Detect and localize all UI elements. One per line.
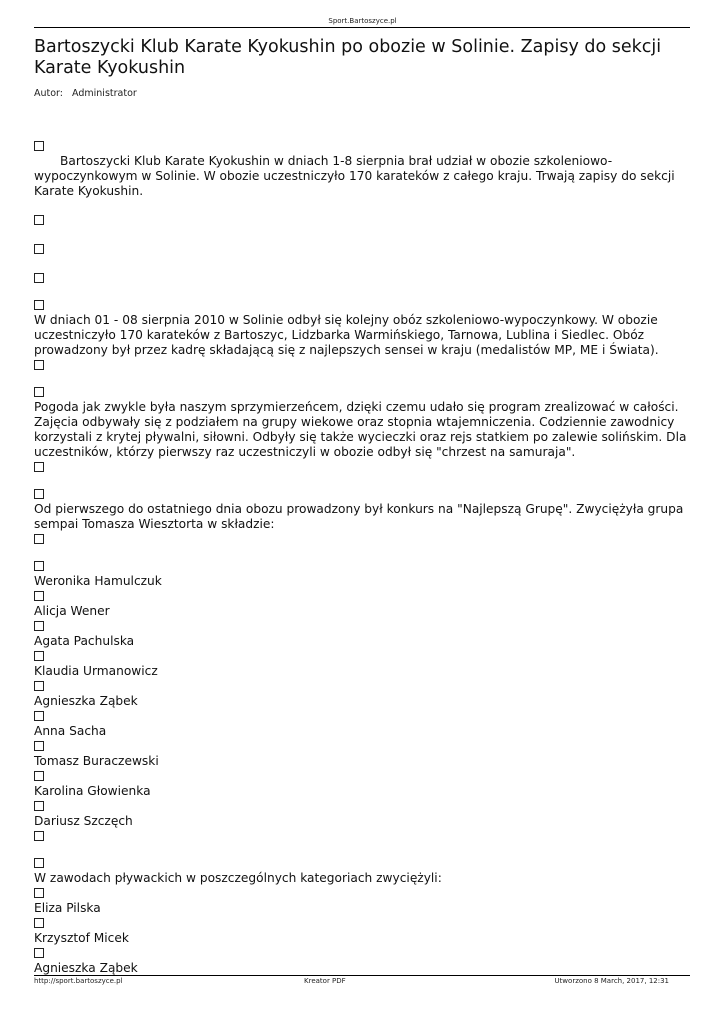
bottom-rule xyxy=(34,975,690,976)
list-item: Agnieszka Ząbek xyxy=(34,694,138,708)
article-title: Bartoszycki Klub Karate Kyokushin po obozie w Solinie. Zapisy do sekcji Karate Kyokushin xyxy=(34,37,662,78)
author-line xyxy=(34,88,137,99)
placeholder-box-icon xyxy=(34,360,44,370)
placeholder-box-icon xyxy=(34,801,44,811)
footer-created: Utworzono 8 March, 2017, 12:31 xyxy=(554,977,669,985)
article-body xyxy=(34,139,690,976)
author-label: Autor: xyxy=(34,88,63,99)
placeholder-box-icon xyxy=(34,244,44,254)
placeholder-box-icon xyxy=(34,831,44,841)
list-item: Eliza Pilska xyxy=(34,901,101,915)
placeholder-box-icon xyxy=(34,948,44,958)
placeholder-box-icon xyxy=(34,387,44,397)
lead-paragraph: Bartoszycki Klub Karate Kyokushin w dniach 1-8 sierpnia brał udział w obozie szkoleniowo-wypoczynkowym w Solinie. W obozie uczestniczyło 170 karateków z całego kraju. Trwają zapisy do sekcji Karate Kyokushin. xyxy=(34,154,675,198)
group-members-list xyxy=(34,561,690,841)
paragraph-swimming: W zawodach pływackich w poszczególnych kategoriach zwyciężyli: xyxy=(34,871,442,885)
top-rule xyxy=(34,27,690,28)
footer-url[interactable]: http://sport.bartoszyce.pl xyxy=(34,977,123,985)
placeholder-box-icon xyxy=(34,489,44,499)
list-item: Anna Sacha xyxy=(34,724,107,738)
list-item: Krzysztof Micek xyxy=(34,931,129,945)
list-item: Tomasz Buraczewski xyxy=(34,754,159,768)
footer-generator: Kreator PDF xyxy=(304,977,346,985)
placeholder-box-icon xyxy=(34,591,44,601)
placeholder-box-icon xyxy=(34,681,44,691)
list-item: Karolina Głowienka xyxy=(34,784,151,798)
placeholder-box-icon xyxy=(34,141,44,151)
placeholder-box-icon xyxy=(34,561,44,571)
placeholder-box-icon xyxy=(34,711,44,721)
list-item: Klaudia Urmanowicz xyxy=(34,664,158,678)
list-item: Agata Pachulska xyxy=(34,634,135,648)
placeholder-box-icon xyxy=(34,741,44,751)
placeholder-box-icon xyxy=(34,918,44,928)
list-item: Dariusz Szczęch xyxy=(34,814,133,828)
placeholder-box-icon xyxy=(34,273,44,283)
placeholder-box-icon xyxy=(34,215,44,225)
paragraph-contest: Od pierwszego do ostatniego dnia obozu prowadzony był konkurs na "Najlepszą Grupę". Zwyciężyła grupa sempai Tomasza Wiesztorta w składzie: xyxy=(34,502,684,531)
paragraph-camp: W dniach 01 - 08 sierpnia 2010 w Solinie odbył się kolejny obóz szkoleniowo-wypoczynkowy. W obozie uczestniczyło 170 karateków z Bartoszyc, Lidzbarka Warmińskiego, Tarnowa, Lublina i Siedlec. Obóz prowadzony był przez kadrę składającą się z najlepszych sensei w kraju (medalistów MP, ME i Świata). xyxy=(34,313,659,357)
placeholder-box-icon xyxy=(34,771,44,781)
placeholder-box-icon xyxy=(34,858,44,868)
placeholder-box-icon xyxy=(34,621,44,631)
paragraph-weather: Pogoda jak zwykle była naszym sprzymierzeńcem, dzięki czemu udało się program zrealizować w całości. Zajęcia odbywały się z podziałem na grupy wiekowe oraz stopnia wtajemniczenia. Codziennie zawodnicy korzystali z krytej pływalni, siłowni. Odbyły się także wycieczki oraz rejs statkiem po zalewie solińskim. Dla uczestników, którzy pierwszy raz uczestniczyli w obozie odbył się "chrzest na samuraja". xyxy=(34,400,687,459)
swim-winners-list xyxy=(34,888,690,976)
placeholder-box-icon xyxy=(34,534,44,544)
list-item: Agnieszka Ząbek xyxy=(34,961,138,975)
placeholder-box-icon xyxy=(34,300,44,310)
author-name: Administrator xyxy=(72,88,137,99)
placeholder-box-icon xyxy=(34,462,44,472)
list-item: Weronika Hamulczuk xyxy=(34,574,162,588)
placeholder-box-icon xyxy=(34,888,44,898)
placeholder-box-icon xyxy=(34,651,44,661)
site-name: Sport.Bartoszyce.pl xyxy=(328,17,397,25)
list-item: Alicja Wener xyxy=(34,604,110,618)
